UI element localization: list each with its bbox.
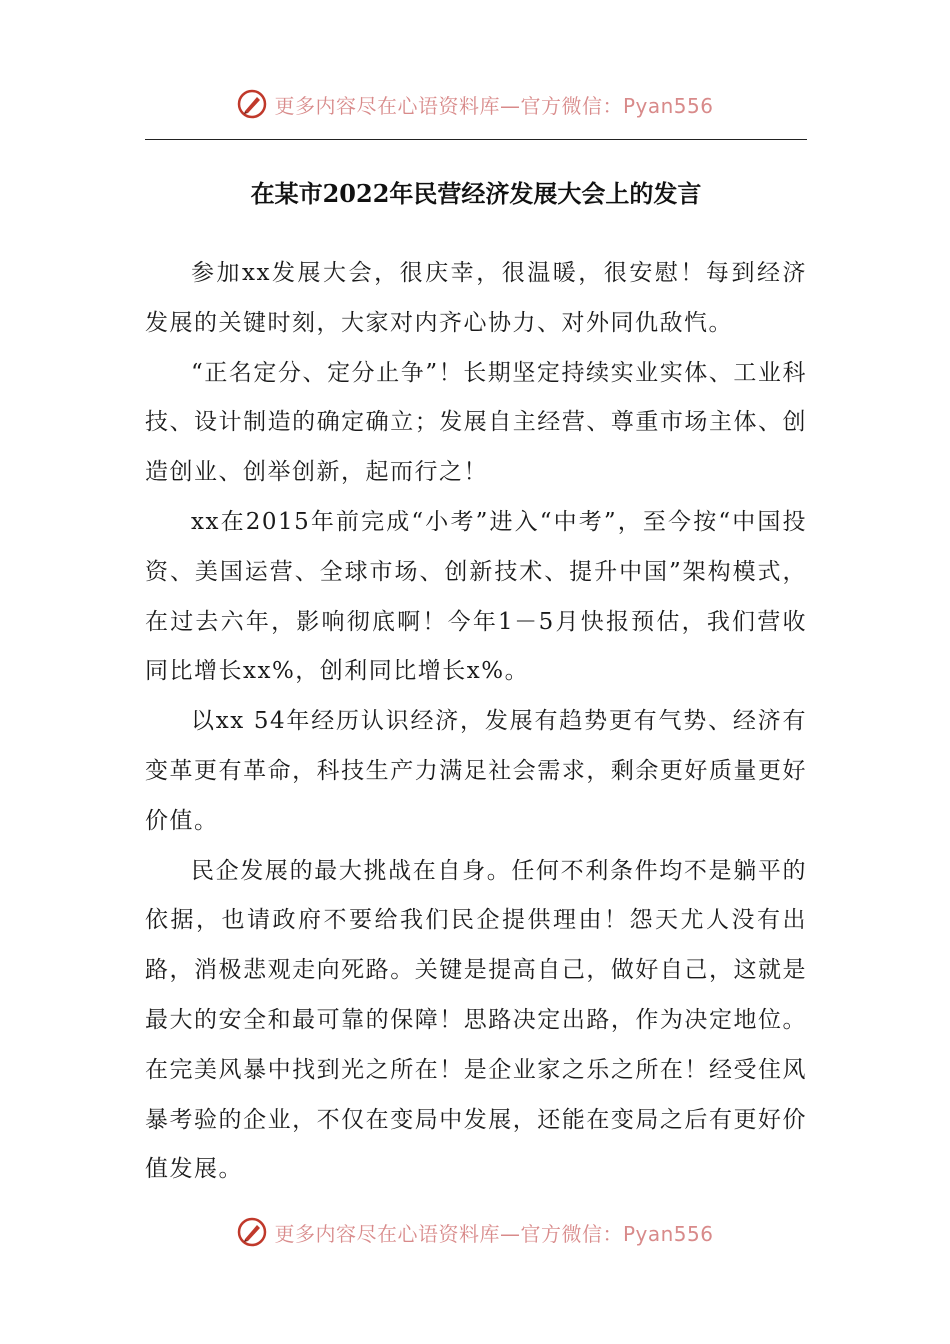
pen-logo-icon [236, 1216, 268, 1248]
paragraph: 参加xx发展大会，很庆幸，很温暖，很安慰！每到经济发展的关键时刻，大家对内齐心协力、对外同仇敌忾。 [145, 260, 807, 336]
header-watermark-banner [0, 84, 950, 124]
paragraph: 以xx 54年经历认识经济，发展有趋势更有气势、经济有变革更有革命，科技生产力满足社会需求，剩余更好质量更好价值。 [145, 708, 807, 834]
pen-logo-icon [236, 88, 268, 120]
footer-watermark-banner [0, 1212, 950, 1252]
footer-watermark-text: 更多内容尽在心语资料库—官方微信：Pyan556 [274, 1221, 714, 1246]
document-body [145, 249, 807, 1195]
paragraph: xx在2015年前完成“小考”进入“中考”，至今按“中国投资、美国运营、全球市场、创新技术、提升中国”架构模式，在过去六年，影响彻底啊！今年1－5月快报预估，我们营收同比增长xx%，创利同比增长x%。 [145, 508, 807, 685]
document-title: 在某市2022年民营经济发展大会上的发言 [250, 179, 702, 208]
header-divider [145, 139, 807, 140]
paragraph: 民企发展的最大挑战在自身。任何不利条件均不是躺平的依据，也请政府不要给我们民企提供理由！怨天尤人没有出路，消极悲观走向死路。关键是提高自己，做好自己，这就是最大的安全和最可靠的保障！思路决定出路，作为决定地位。在完美风暴中找到光之所在！是企业家之乐之所在！经受住风暴考验的企业，不仅在变局中发展，还能在变局之后有更好价值发展。 [145, 857, 807, 1183]
header-watermark-text: 更多内容尽在心语资料库—官方微信：Pyan556 [274, 93, 714, 118]
paragraph: “正名定分、定分止争”！长期坚定持续实业实体、工业科技、设计制造的确定确立；发展自主经营、尊重市场主体、创造创业、创举创新，起而行之！ [145, 359, 807, 486]
